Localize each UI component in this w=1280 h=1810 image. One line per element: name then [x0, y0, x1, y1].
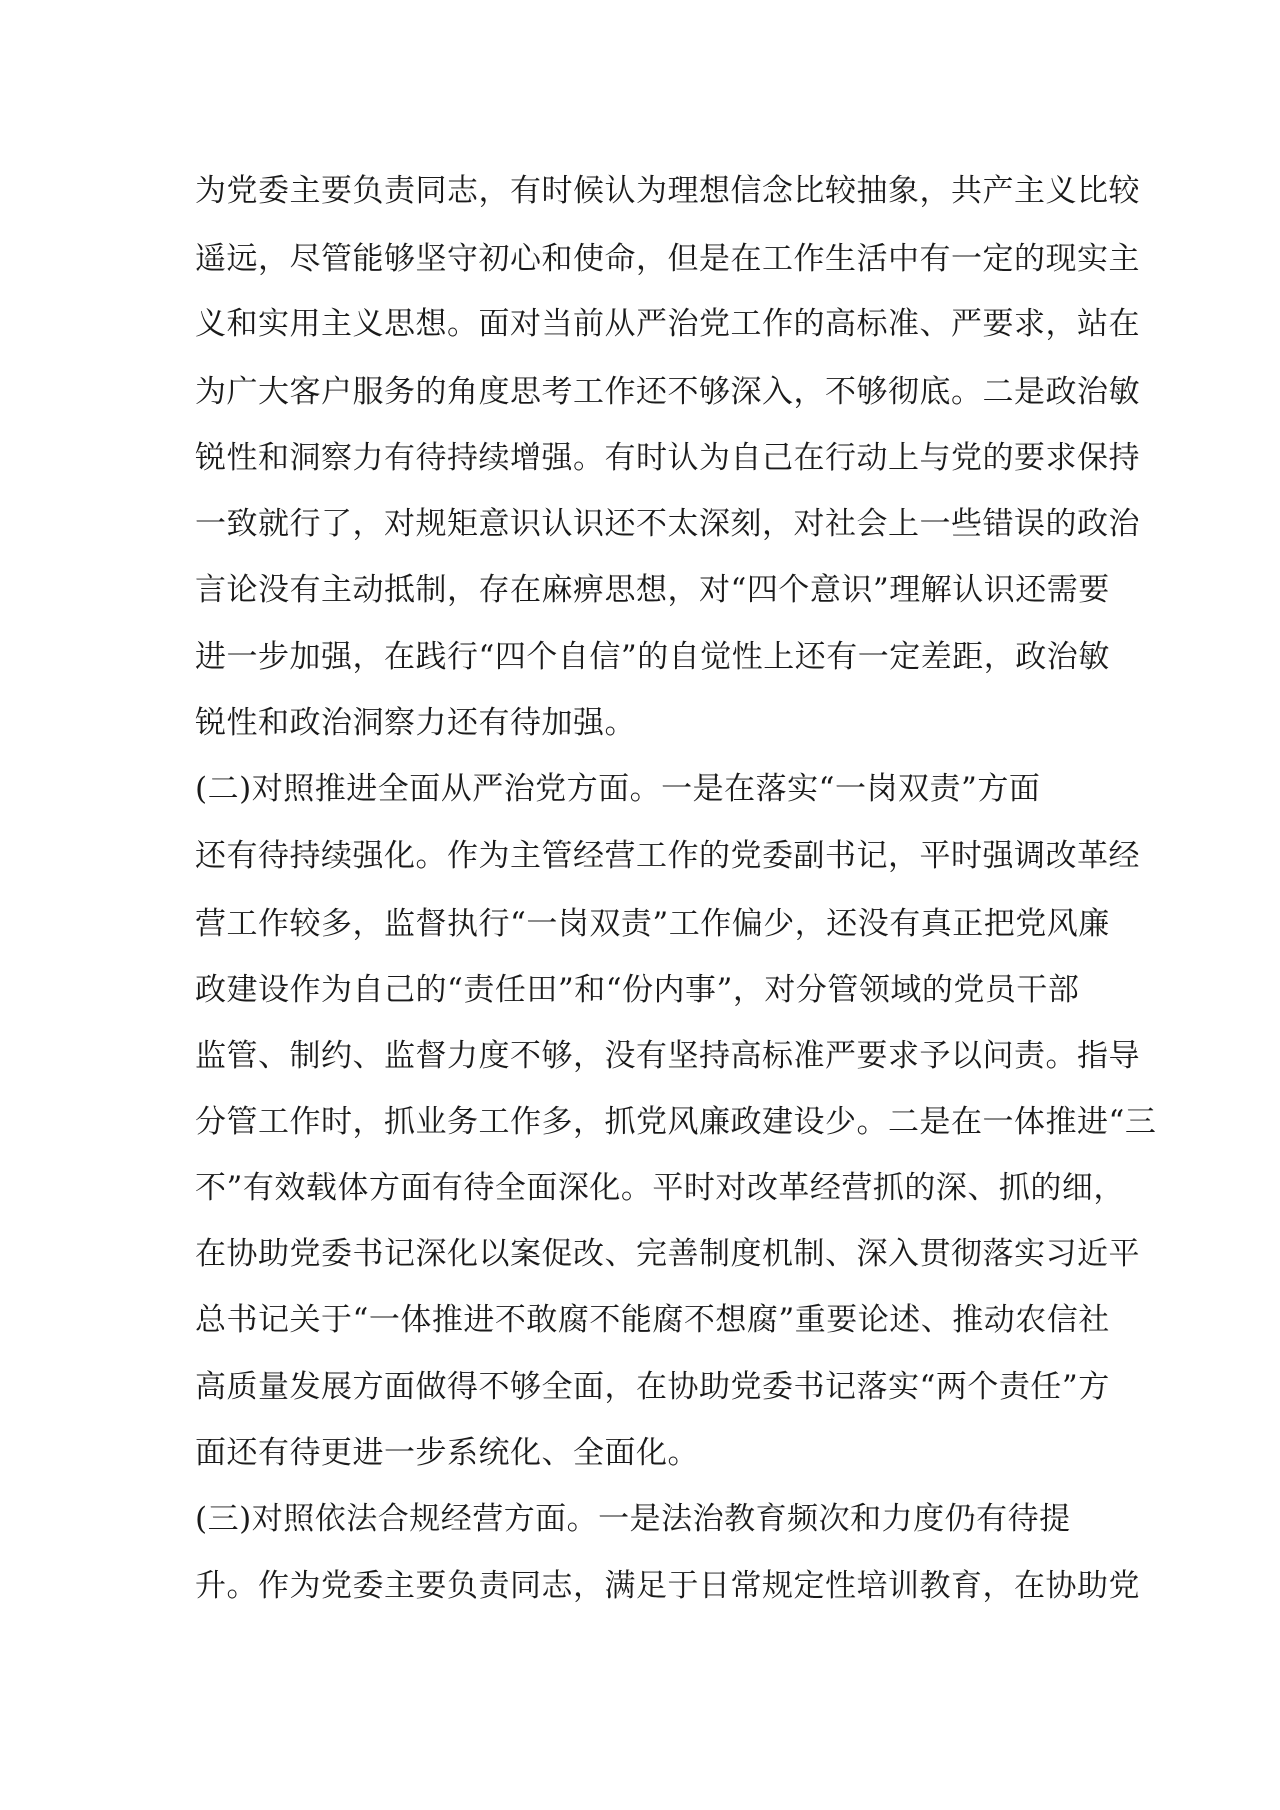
text-line: 还有待持续强化。作为主管经营工作的党委副书记，平时强调改革经 [195, 838, 1140, 874]
text-line: 监管、制约、监督力度不够，没有坚持高标准严要求予以问责。指导 [195, 1038, 1140, 1074]
section-heading-2: (二)对照推进全面从严治党方面。一是在落实“一岗双责”方面 [195, 771, 1041, 807]
text-line: 面还有待更进一步系统化、全面化。 [195, 1435, 699, 1471]
text-line: 义和实用主义思想。面对当前从严治党工作的高标准、严要求，站在 [195, 306, 1140, 342]
section-heading-3: (三)对照依法合规经营方面。一是法治教育频次和力度仍有待提 [195, 1501, 1071, 1537]
text-line: 进一步加强，在践行“四个自信”的自觉性上还有一定差距，政治敏 [195, 639, 1110, 675]
text-line: 锐性和洞察力有待持续增强。有时认为自己在行动上与党的要求保持 [195, 440, 1140, 476]
text-line: 在协助党委书记深化以案促改、完善制度机制、深入贯彻落实习近平 [195, 1236, 1140, 1272]
text-line: 升。作为党委主要负责同志，满足于日常规定性培训教育，在协助党 [195, 1568, 1140, 1604]
text-line: 为党委主要负责同志，有时候认为理想信念比较抽象，共产主义比较 [195, 173, 1140, 209]
text-line: 言论没有主动抵制，存在麻痹思想，对“四个意识”理解认识还需要 [195, 572, 1110, 608]
text-line: 总书记关于“一体推进不敢腐不能腐不想腐”重要论述、推动农信社 [195, 1302, 1110, 1338]
text-line: 政建设作为自己的“责任田”和“份内事”，对分管领域的党员干部 [195, 972, 1080, 1008]
text-line: 遥远，尽管能够坚守初心和使命，但是在工作生活中有一定的现实主 [195, 241, 1140, 277]
text-line: 分管工作时，抓业务工作多，抓党风廉政建设少。二是在一体推进“三 [195, 1104, 1157, 1140]
text-line: 高质量发展方面做得不够全面，在协助党委书记落实“两个责任”方 [195, 1369, 1110, 1405]
text-line: 为广大客户服务的角度思考工作还不够深入，不够彻底。二是政治敏 [195, 374, 1140, 410]
text-line: 营工作较多，监督执行“一岗双责”工作偏少，还没有真正把党风廉 [195, 906, 1110, 942]
text-line: 不”有效载体方面有待全面深化。平时对改革经营抓的深、抓的细， [195, 1170, 1125, 1206]
text-line: 一致就行了，对规矩意识认识还不太深刻，对社会上一些错误的政治 [195, 506, 1140, 542]
text-line: 锐性和政治洞察力还有待加强。 [195, 705, 636, 741]
